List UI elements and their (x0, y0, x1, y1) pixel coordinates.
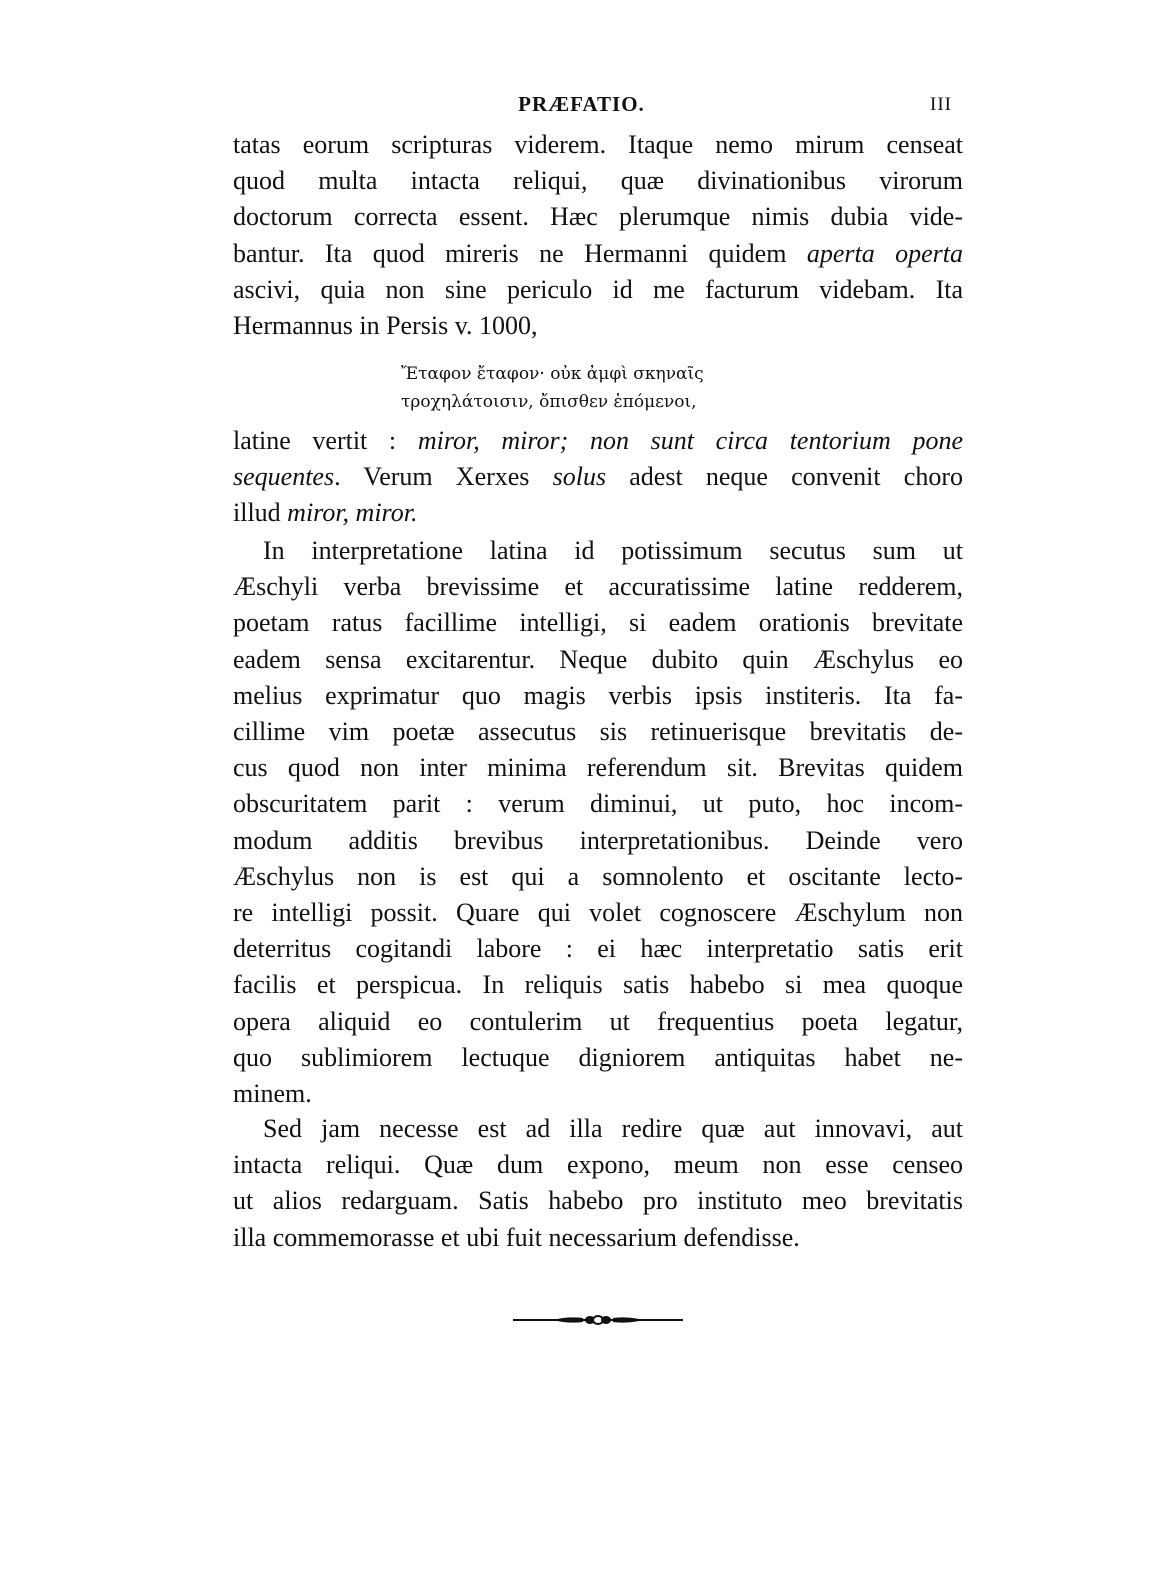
italic-phrase: miror, miror; non sunt circa tentorium pone (417, 426, 964, 455)
text-line (233, 495, 963, 531)
text-line (233, 236, 963, 272)
text-line: facilis et perspicua. In reliquis satis habebo si mea quoque (233, 970, 963, 1000)
text-line: minem. (233, 1079, 312, 1109)
text-line: Sed jam necesse est ad illa redire quæ aut innovavi, aut (263, 1114, 963, 1143)
italic-phrase: miror, miror. (287, 498, 418, 528)
text-run: illud (233, 498, 288, 528)
text-line: intacta reliqui. Quæ dum expono, meum non esse censeo (233, 1150, 963, 1180)
italic-phrase: sequentes (233, 462, 335, 492)
tailpiece-ornament-icon (513, 1310, 683, 1330)
italic-phrase: aperta operta (806, 238, 964, 268)
page-header (0, 92, 1163, 122)
text-line: poetam ratus facillime intelligi, si eadem orationis brevitate (233, 608, 963, 638)
greek-quotation (401, 360, 741, 416)
text-line: melius exprimatur quo magis verbis ipsis institeris. Ita fa- (233, 680, 963, 710)
text-line: ascivi, quia non sine periculo id me facturum videbam. Ita (233, 274, 963, 304)
text-line (233, 459, 963, 495)
text-line: In interpretatione latina id potissimum secutus sum ut (263, 536, 963, 565)
text-line: cus quod non inter minima referendum sit. Brevitas quidem (233, 753, 963, 783)
text-line (233, 423, 963, 459)
page-number: III (930, 94, 952, 115)
paragraph-4 (233, 1111, 963, 1256)
paragraph-3 (233, 533, 963, 1112)
text-line: cillime vim poetæ assecutus sis retinuerisque brevitatis de- (233, 717, 963, 747)
text-run: adest neque convenit choro (606, 462, 964, 492)
text-line: modum additis brevibus interpretationibus. Deinde vero (233, 825, 963, 855)
text-line: illa commemorasse et ubi fuit necessarium defendisse. (233, 1222, 800, 1252)
text-line: Æschyli verba brevissime et accuratissime latine redderem, (233, 572, 963, 602)
text-line: obscuritatem parit : verum diminui, ut puto, hoc incom- (233, 789, 963, 819)
text-line: quod multa intacta reliqui, quæ divinationibus virorum (233, 166, 963, 196)
text-run: bantur. Ita quod mireris ne Hermanni quidem (233, 238, 807, 268)
paragraph-2 (233, 423, 963, 532)
text-line: Æschylus non is est qui a somnolento et oscitante lecto- (233, 861, 963, 891)
text-line: re intelligi possit. Quare qui volet cognoscere Æschylum non (233, 898, 963, 928)
greek-verse-line: Ἔταφον ἔταφον· οὐκ ἀμφὶ σκηναῖς (401, 364, 704, 384)
text-run: . Verum Xerxes (334, 462, 553, 492)
text-line: eadem sensa excitarentur. Neque dubito quin Æschylus eo (233, 644, 963, 674)
text-line: tatas eorum scripturas viderem. Itaque nemo mirum censeat (233, 130, 963, 159)
running-title: PRÆFATIO. (518, 92, 645, 116)
text-line: doctorum correcta essent. Hæc plerumque nimis dubia vide- (233, 202, 963, 232)
text-run: latine vertit : (233, 426, 418, 455)
italic-phrase: solus (552, 462, 607, 492)
text-line: ut alios redarguam. Satis habebo pro instituto meo brevitatis (233, 1186, 963, 1216)
text-line: opera aliquid eo contulerim ut frequentius poeta legatur, (233, 1006, 963, 1036)
text-line: quo sublimiorem lectuque digniorem antiquitas habet ne- (233, 1042, 963, 1072)
greek-verse-line: τροχηλάτοισιν, ὄπισθεν ἑπόμενοι, (401, 392, 697, 412)
text-line: deterritus cogitandi labore : ei hæc interpretatio satis erit (233, 934, 963, 964)
text-line: Hermannus in Persis v. 1000, (233, 311, 538, 341)
paragraph-1 (233, 127, 963, 344)
